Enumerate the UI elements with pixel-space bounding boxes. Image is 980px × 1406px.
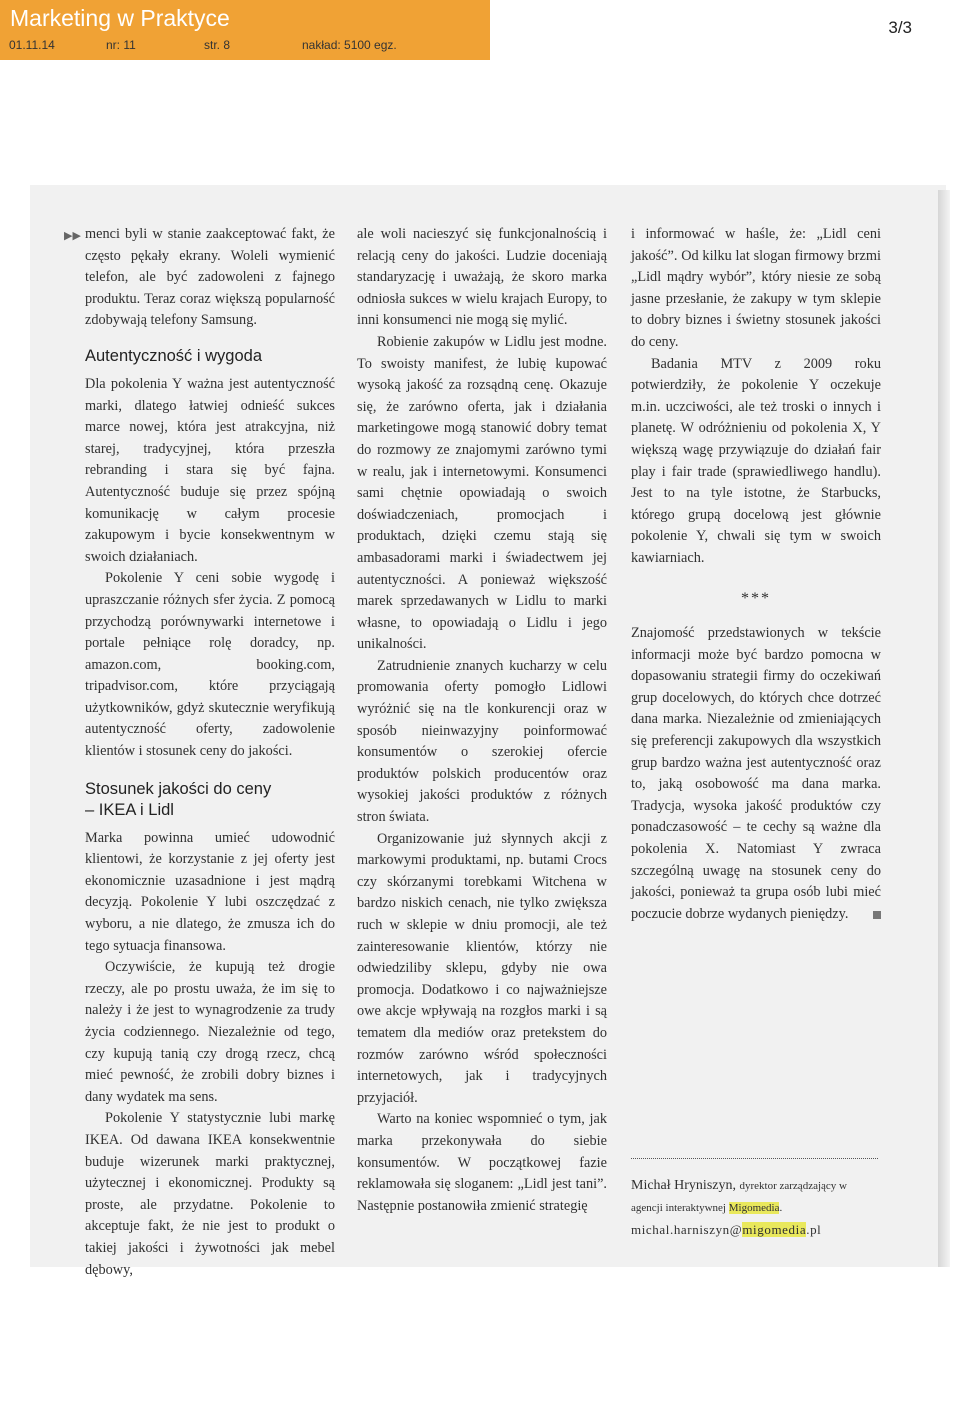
issue-number: nr: 11 <box>106 38 136 52</box>
paragraph: Zatrudnienie znanych kucharzy w celu promowania oferty pomogło Lidlowi wyróżnić się na tle konkurencji oraz w sposób nieinwazyjny poinformować konsumentów o szerokiej ofercie produktów polskich producentów oraz wysokiej jakości produktów z różnych stron świata. <box>357 657 607 826</box>
article-column-2 <box>357 224 607 1217</box>
end-of-article-icon <box>873 911 881 919</box>
paragraph-text: Znajomość przedstawionych w tekście informacji może być bardzo pomocna w dopasowaniu strategii firmy do oczekiwań grup docelowych, do których chce dotrzeć dana marka. Niezależnie od zmieniających się preferencji zakupowych dla wszystkich grup bardzo ważna jest autentyczność oraz to, jaką osobowość ma dana marka. Tradycja, wysoka jakość produktów czy ponadczasowość – te cechy są ważne dla pokolenia X. Natomiast Y zwraca szczególną uwagę na stosunek ceny do jakości, ponieważ ta grupa osób lubi mieć poczucie dobrze wydanych pieniędzy. <box>631 625 881 922</box>
paragraph: i informować w haśle, że: „Lidl ceni jakość”. Od kilku lat slogan firmowy brzmi „Lidl mądry wybór”, który niesie ze sobą jasne przesłanie, że zakupy w tym sklepie to dobry biznes i świetny stosunek jakości do ceny. <box>631 226 881 350</box>
email-domain: migomedia <box>742 1222 807 1237</box>
signature-divider <box>631 1158 878 1159</box>
author-name: Michał Hryniszyn, <box>631 1178 736 1193</box>
page-number: str. 8 <box>204 38 231 52</box>
paragraph: Organizowanie już słynnych akcji z markowymi produktami, np. butami Crocs czy skórzanymi torebkami Witchena w bardzo niskich cenach, nie tylko zwiększa ruch w sklepie w dniu promocji, ale też zainteresowanie klientów, którzy nie odwiedziliby sklepu, gdyby nie owa promocja. Dodatkowo i co najważniejsze owe akcje wpływają na rozgłos marki i są tematem dla mediów oraz pretekstem do rozmów zarówno wśród społeczności internetowych, jak i tradycyjnych przyjaciół. <box>357 830 607 1106</box>
paragraph: menci byli w stanie zaakceptować fakt, że często pękały ekrany. Woleli wymienić telefon, ale być zadowoleni z fajnego produktu. Teraz coraz większą popularność zdobywają telefony Samsung. <box>85 226 335 329</box>
publication-title: Marketing w Praktyce <box>10 5 230 31</box>
email-tld: .pl <box>806 1222 822 1237</box>
paragraph: Badania MTV z 2009 roku potwierdziły, że pokolenie Y oczekuje m.in. uczciwości, ale też troski o innych i planetę. W odróżnieniu od pokolenia X, Y większą wagę przywiązuje do działań fair play i fair trade (sprawiedliwego handlu). Jest to na tyle istotne, że Starbucks, którego grupą docelową jest głównie pokolenie Y, chwali się tym w swoich kawiarniach. <box>631 355 881 566</box>
paragraph: Pokolenie Y ceni sobie wygodę i upraszczanie różnych sfer życia. Z pomocą przychodzą porównywarki internetowe i portale pełniące rolę doradcy, np. amazon.com, booking.com, tripadvisor.com, które przyciągają użytkowników, gdyż skutecznie weryfikują autentyczność oferty, zadowolenie klientów i stosunek ceny do jakości. <box>85 570 335 760</box>
paragraph: Marka powinna umieć udowodnić klientowi, że korzystanie z jej oferty jest ekonomicznie uzasadnione i jest mądrą decyzją. Pokolenie Y lubi oszczędzać z wyboru, a nie dlatego, że zmusza ich do tego sytuacja finansowa. <box>85 829 335 954</box>
agency-name: Migomedia <box>728 1202 780 1214</box>
paragraph: Oczywiście, że kupują też drogie rzeczy, ale po prostu uważa, że im się to należy i że jest to wynagrodzenie za trudy życia codziennego. Niezależnie od tego, czy kupują tanią czy drogą rzecz, chcą mieć pewność, że zrobili dobry biznes i dany wydatek ma sens. <box>85 959 335 1105</box>
subheading-line: – IKEA i Lidl <box>85 800 174 819</box>
paragraph <box>631 623 881 925</box>
paragraph: Dla pokolenia Y ważna jest autentyczność marki, dlatego łatwiej odnieść sukces marce nowej, która jest atrakcyjna, niż starej, tradycyjnej, która przeszła rebranding i stara się być fajna. Autentyczność buduje się przez spójną komunikację w całym procesie zakupowym i bycie konsekwentnym w swoich działaniach. <box>85 375 335 565</box>
author-signature <box>631 1175 891 1241</box>
article-column-3 <box>631 224 881 925</box>
circulation: nakład: 5100 egz. <box>302 38 397 52</box>
author-role-continued: agencji interaktywnej <box>631 1202 726 1214</box>
scan-edge-shadow <box>938 190 950 1267</box>
page-indicator: 3/3 <box>888 18 912 37</box>
paragraph: ale woli nacieszyć się funkcjonalnością i relacją ceny do jakości. Ludzie doceniają standaryzację i uważają, że skoro marka odniosła sukces w wielu krajach Europy, to inni konsumenci nie mogą się mylić. <box>357 226 607 329</box>
author-role: dyrektor zarządzający w <box>739 1180 847 1192</box>
paragraph: Warto na koniec wspomnieć o tym, jak marka przekonywała do siebie konsumentów. W początkowej fazie reklamowała się sloganem: „Lidl jest tani”. Następnie postanowiła zmienić strategię <box>357 1111 607 1214</box>
subheading-quality-price <box>85 779 335 821</box>
subheading-line: Stosunek jakości do ceny <box>85 779 272 798</box>
paragraph: Robienie zakupów w Lidlu jest modne. To swoisty manifest, że lubię kupować wysoką jakość za rozsądną cenę. Okazuje się, że zarówno oferta, jak i działania marketingowe mogą stanowić dobry temat do rozmowy ze znajomymi zarówno tymi w realu, jak i internetowymi. Konsumenci sami chętnie opowiadają o swoich doświadczeniach, promocjach i produktach, dzięki czemu stają się ambasadorami marki i świadectwem jej autentyczności. A ponieważ większość marek sprzedawanych w Lidlu to marki własne, to opowiadają o Lidlu i jego unikalności. <box>357 333 607 653</box>
paragraph: Pokolenie Y statystycznie lubi markę IKEA. Od dawana IKEA konsekwentnie buduje wizerunek marki praktycznej, użytecznej i ekonomicznej. Produkty są proste, ale przydatne. Pokolenie to akceptuje fakt, że nie jest to produkt o takiej jakości i żywotności jak mebel dębowy, <box>85 1110 335 1278</box>
publication-header <box>0 0 490 60</box>
subheading-authenticity: Autentyczność i wygoda <box>85 346 263 365</box>
issue-date: 01.11.14 <box>9 38 55 52</box>
continuation-arrow-icon: ▶▶ <box>64 229 81 242</box>
email-user: michal.harniszyn@ <box>631 1222 743 1237</box>
section-divider: *** <box>741 589 771 607</box>
punctuation: . <box>779 1202 783 1214</box>
article-column-1 <box>85 224 335 1281</box>
